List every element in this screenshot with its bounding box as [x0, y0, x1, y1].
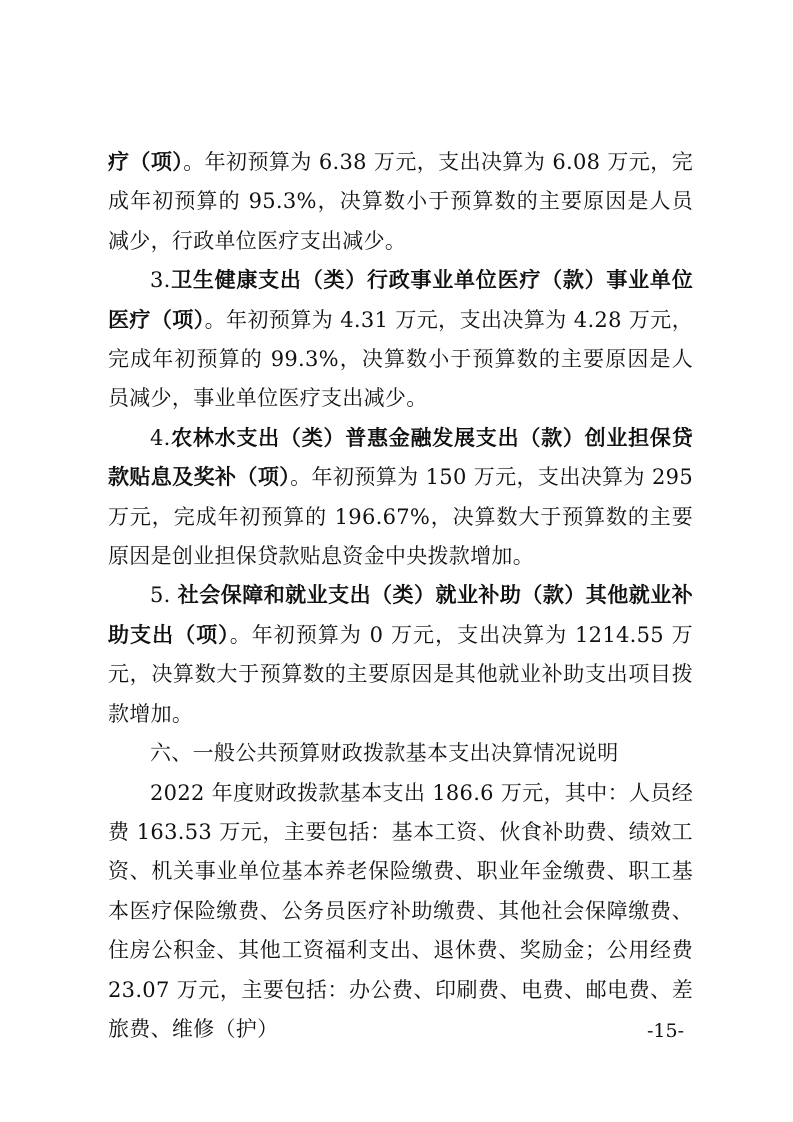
- item-title: 卫生健康支出（类）行政事业单位医疗（款）事业单位医疗（项）: [108, 268, 693, 332]
- item-title: 社会保障和就业支出（类）就业补助（款）其他就业补助支出（项）: [108, 583, 693, 647]
- paragraph-continuation: [108, 143, 693, 261]
- item-text: 。年初预算为 150 万元，支出决算为 295 万元，完成年初预算的 196.67%，决算数大于预算数的主要原因是创业担保贷款贴息资金中央拨款增加。: [108, 465, 693, 569]
- paragraph-basic-expenditure: 2022 年度财政拨款基本支出 186.6 万元，其中：人员经费 163.53 万元，主要包括：基本工资、伙食补助费、绩效工资、机关事业单位基本养老保险缴费、职业年金缴费、职工基本医疗保险缴费、公务员医疗补助缴费、其他社会保障缴费、住房公积金、其他工资福利支出、退休费、奖励金；公用经费 23.07 万元，主要包括：办公费、印刷费、电费、邮电费、差旅费、维修（护）: [108, 780, 693, 1041]
- item-title: 疗（项）: [108, 150, 184, 174]
- paragraph-item-5: [108, 576, 693, 734]
- item-number: 4.: [150, 425, 171, 450]
- paragraph-item-4: [108, 419, 693, 577]
- page-number: -15-: [647, 1020, 685, 1042]
- section-heading: 六、一般公共预算财政拨款基本支出决算情况说明: [150, 741, 619, 766]
- item-text: 。年初预算为 4.31 万元，支出决算为 4.28 万元，完成年初预算的 99.3%，决算数小于预算数的主要原因是人员减少，事业单位医疗支出减少。: [108, 307, 694, 411]
- body-text: [108, 143, 693, 1049]
- item-title: 农林水支出（类）普惠金融发展支出（款）创业担保贷款贴息及奖补（项）: [108, 425, 693, 490]
- item-number: 3.: [150, 268, 171, 293]
- paragraph-item-3: [108, 261, 693, 419]
- item-text: 。年初预算为 0 万元，支出决算为 1214.55 万元，决算数大于预算数的主要原因是其他就业补助支出项目拨款增加。: [108, 622, 693, 726]
- item-text: 。年初预算为 6.38 万元，支出决算为 6.08 万元，完成年初预算的 95.3%，决算数小于预算数的主要原因是人员减少，行政单位医疗支出减少。: [108, 150, 694, 253]
- item-number: 5.: [150, 583, 178, 608]
